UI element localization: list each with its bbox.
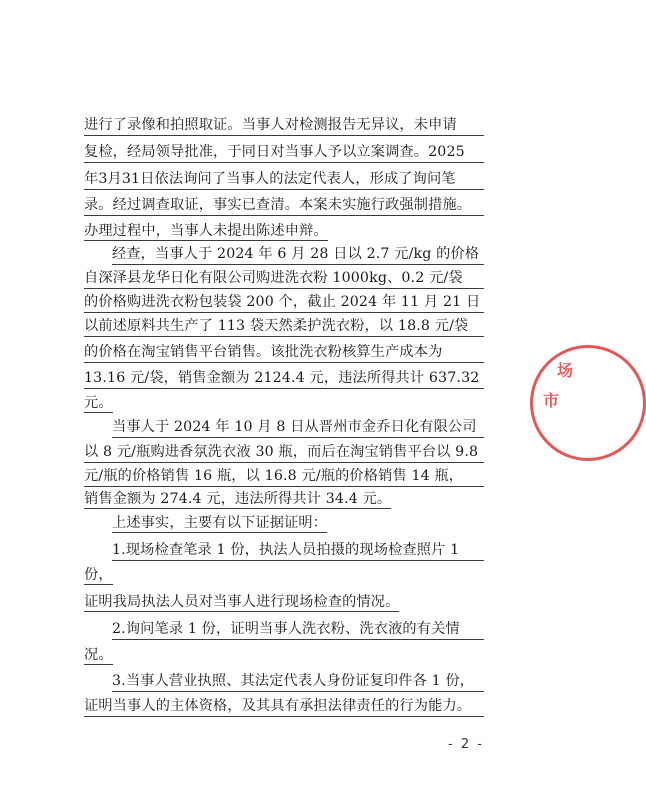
- evidence-2-line-2-text: 况。: [84, 647, 113, 663]
- evidence-intro-text: 上述事实，主要有以下证据证明：: [112, 515, 328, 531]
- evidence-1-line-2: [84, 566, 484, 585]
- paragraph-2-line-1: 经查，当事人于 2024 年 6 月 28 日以 2.7 元/kg 的价格: [112, 245, 484, 265]
- paragraph-1-line-5: [84, 222, 484, 241]
- paragraph-1-line-2: 复检，经局领导批准，于同日对当事人予以立案调查。2025: [84, 143, 484, 163]
- paragraph-3-line-4: [84, 490, 484, 509]
- evidence-intro: [112, 514, 484, 533]
- evidence-1-line-3: [84, 593, 484, 612]
- seal-char-1: 市: [543, 391, 560, 410]
- paragraph-3-line-2: 以 8 元/瓶购进香氛洗衣液 30 瓶，而后在淘宝销售平台以 9.8: [84, 443, 484, 463]
- paragraph-2-line-5: 的价格在淘宝销售平台销售。该批洗衣粉核算生产成本为: [84, 343, 484, 363]
- evidence-1-line-1: 1.现场检查笔录 1 份，执法人员拍摄的现场检查照片 1: [112, 541, 484, 561]
- seal-char-2: 场: [557, 361, 574, 380]
- evidence-3-line-1: 3.当事人营业执照、其法定代表人身份证复印件各 1 份，: [112, 672, 484, 692]
- page-number: - 2 -: [448, 737, 484, 752]
- evidence-2-line-2: [84, 646, 484, 665]
- evidence-1-line-2-text: 份，: [84, 567, 113, 583]
- paragraph-2-line-7: [84, 394, 484, 413]
- paragraph-1-line-1: 进行了录像和拍照取证。当事人对检测报告无异议，未申请: [84, 116, 484, 136]
- paragraph-3-line-4-text: 销售金额为 274.4 元，违法所得共计 34.4 元。: [84, 491, 392, 507]
- paragraph-2-line-6: 13.16 元/袋，销售金额为 2124.4 元，违法所得共计 637.32: [84, 369, 484, 389]
- paragraph-3-line-1: 当事人于 2024 年 10 月 8 日从晋州市金乔日化有限公司: [112, 418, 484, 438]
- paragraph-1-line-4: 录。经过调查取证，事实已查清。本案未实施行政强制措施。: [84, 196, 484, 216]
- official-seal: [530, 345, 646, 461]
- paragraph-2-line-2: 自深泽县龙华日化有限公司购进洗衣粉 1000kg、0.2 元/袋: [84, 269, 484, 289]
- evidence-3-line-2: 证明当事人的主体资格，及其具有承担法律责任的行为能力。: [84, 697, 484, 717]
- evidence-2-line-1: 2.询问笔录 1 份，证明当事人洗衣粉、洗衣液的有关情: [112, 620, 484, 640]
- paragraph-2-line-4: 以前述原料共生产了 113 袋天然柔护洗衣粉，以 18.8 元/袋: [84, 317, 484, 337]
- paragraph-2-line-3: 的价格购进洗衣粉包装袋 200 个，截止 2024 年 11 月 21 日: [84, 293, 484, 313]
- paragraph-1-line-3: 年3月31日依法询问了当事人的法定代表人，形成了询问笔: [84, 170, 484, 190]
- paragraph-1-line-5-text: 办理过程中，当事人未提出陈述申辩。: [84, 223, 328, 239]
- evidence-1-line-3-text: 证明我局执法人员对当事人进行现场检查的情况。: [84, 594, 400, 610]
- paragraph-2-line-7-text: 元。: [84, 395, 113, 411]
- paragraph-3-line-3: 元/瓶的价格销售 16 瓶，以 16.8 元/瓶的价格销售 14 瓶，: [84, 467, 484, 487]
